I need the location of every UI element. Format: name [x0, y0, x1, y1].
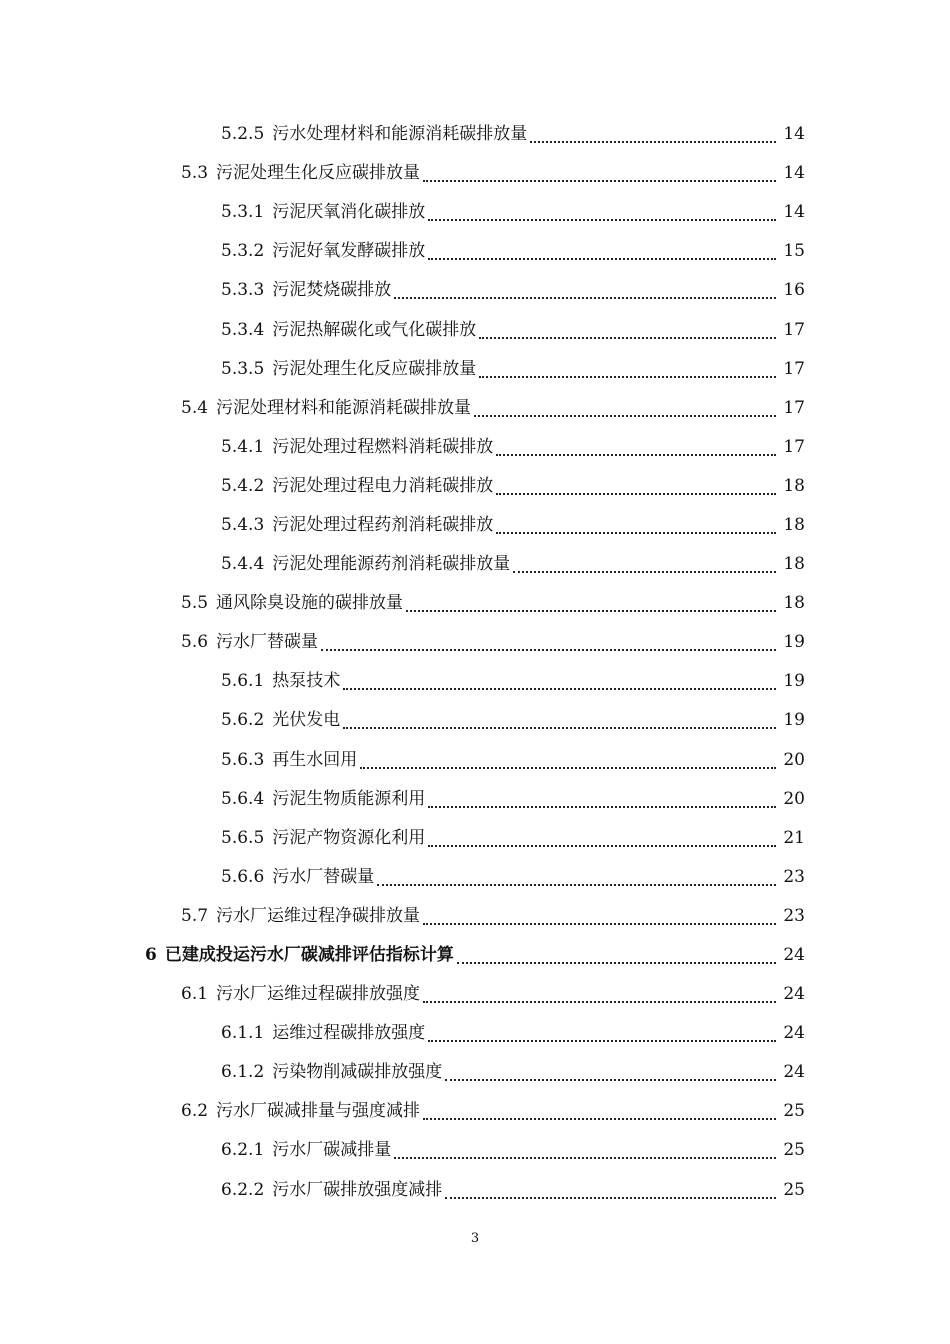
toc-entry-page: 17 [783, 436, 805, 457]
toc-entry-number: 5.6.5 [221, 827, 265, 848]
toc-dot-leader [445, 1078, 776, 1081]
toc-entry[interactable] [0, 780, 950, 819]
toc-entry[interactable] [0, 1014, 950, 1053]
toc-dot-leader [423, 1117, 776, 1120]
toc-entry-number: 6.1 [181, 984, 209, 1005]
toc-dot-leader [530, 140, 776, 143]
toc-entry-page: 25 [783, 1140, 805, 1161]
toc-entry[interactable] [0, 506, 950, 545]
toc-entry-page: 16 [783, 280, 805, 301]
toc-dot-leader [496, 492, 776, 495]
toc-dot-leader [496, 531, 776, 534]
toc-entry-title: 污染物削减碳排放强度 [272, 1062, 443, 1083]
toc-entry-number: 5.3.2 [221, 241, 265, 262]
toc-entry[interactable] [0, 1092, 950, 1131]
toc-entry-page: 21 [783, 827, 805, 848]
toc-dot-leader [513, 570, 776, 573]
toc-dot-leader [377, 883, 776, 886]
toc-entry-title: 污泥处理生化反应碳排放量 [216, 163, 421, 184]
toc-entry-page: 14 [783, 202, 805, 223]
toc-entry[interactable] [0, 623, 950, 662]
toc-entry[interactable] [0, 350, 950, 389]
toc-entry-title: 污泥厌氧消化碳排放 [272, 202, 426, 223]
toc-entry-number: 5.6.3 [221, 749, 265, 770]
toc-entry-page: 18 [783, 475, 805, 496]
toc-entry-title: 污水厂运维过程净碳排放量 [216, 905, 421, 926]
toc-dot-leader [343, 726, 776, 729]
toc-entry[interactable] [0, 741, 950, 780]
toc-entry-page: 24 [783, 984, 805, 1005]
toc-entry-number: 5.4.4 [221, 554, 265, 575]
toc-entry[interactable] [0, 975, 950, 1014]
table-of-contents [0, 115, 950, 1210]
page-number: 3 [470, 1231, 480, 1246]
toc-entry[interactable] [0, 428, 950, 467]
toc-dot-leader [423, 922, 776, 925]
toc-entry[interactable] [0, 193, 950, 232]
toc-entry[interactable] [0, 897, 950, 936]
toc-dot-leader [321, 648, 776, 651]
toc-entry-number: 6.2.1 [221, 1140, 265, 1161]
toc-dot-leader [343, 687, 776, 690]
toc-entry-page: 17 [783, 397, 805, 418]
toc-entry-page: 14 [783, 163, 805, 184]
toc-entry-title: 污泥处理过程药剂消耗碳排放 [272, 514, 494, 535]
toc-entry-title: 通风除臭设施的碳排放量 [216, 593, 404, 614]
toc-dot-leader [360, 766, 776, 769]
toc-entry-page: 17 [783, 358, 805, 379]
toc-entry-page: 24 [783, 1062, 805, 1083]
toc-entry-page: 25 [783, 1101, 805, 1122]
toc-dot-leader [428, 218, 776, 221]
toc-entry-number: 5.6.2 [221, 710, 265, 731]
toc-entry-page: 18 [783, 554, 805, 575]
toc-entry-title: 再生水回用 [272, 749, 358, 770]
toc-dot-leader [428, 257, 776, 260]
toc-entry-title: 污水厂运维过程碳排放强度 [216, 984, 421, 1005]
toc-entry-title: 运维过程碳排放强度 [272, 1023, 426, 1044]
toc-dot-leader [474, 414, 776, 417]
toc-entry-number: 5.4.2 [221, 475, 265, 496]
toc-entry-title: 污水厂碳减排量 [272, 1140, 392, 1161]
toc-dot-leader [428, 1039, 776, 1042]
toc-entry-number: 5.6 [181, 632, 209, 653]
toc-entry-title: 污泥处理过程电力消耗碳排放 [272, 475, 494, 496]
toc-entry-number: 6.1.2 [221, 1062, 265, 1083]
toc-entry-title: 污泥生物质能源利用 [272, 788, 426, 809]
toc-entry-number: 5.7 [181, 905, 209, 926]
toc-entry-page: 18 [783, 514, 805, 535]
toc-entry-page: 20 [783, 749, 805, 770]
toc-dot-leader [496, 453, 776, 456]
toc-entry-number: 5.4.3 [221, 514, 265, 535]
toc-entry-title: 污水厂碳排放强度减排 [272, 1179, 443, 1200]
toc-entry-page: 23 [783, 866, 805, 887]
toc-entry-number: 6.2 [181, 1101, 209, 1122]
toc-entry-page: 24 [783, 1023, 805, 1044]
toc-entry[interactable] [0, 936, 950, 975]
toc-entry-title: 污泥热解碳化或气化碳排放 [272, 319, 477, 340]
toc-entry-number: 5.3.4 [221, 319, 265, 340]
toc-entry-title: 污水厂碳减排量与强度减排 [216, 1101, 421, 1122]
toc-entry-number: 5.4 [181, 397, 209, 418]
toc-entry-number: 5.5 [181, 593, 209, 614]
toc-entry[interactable] [0, 584, 950, 623]
toc-entry-number: 5.6.6 [221, 866, 265, 887]
toc-entry-title: 污水厂替碳量 [216, 632, 319, 653]
toc-entry-number: 6.2.2 [221, 1179, 265, 1200]
toc-entry-title: 已建成投运污水厂碳减排评估指标计算 [164, 945, 454, 966]
toc-entry-page: 19 [783, 671, 805, 692]
toc-entry-title: 污泥处理过程燃料消耗碳排放 [272, 436, 494, 457]
toc-entry-title: 污泥好氧发酵碳排放 [272, 241, 426, 262]
toc-entry-number: 6 [145, 945, 157, 966]
toc-entry-title: 污泥处理能源药剂消耗碳排放量 [272, 554, 511, 575]
toc-entry-number: 5.3.3 [221, 280, 265, 301]
toc-dot-leader [457, 961, 776, 964]
toc-entry-title: 光伏发电 [272, 710, 341, 731]
toc-entry-page: 23 [783, 905, 805, 926]
toc-dot-leader [394, 296, 776, 299]
toc-entry[interactable] [0, 1053, 950, 1092]
toc-entry-title: 热泵技术 [272, 671, 341, 692]
toc-dot-leader [479, 375, 776, 378]
toc-entry[interactable] [0, 232, 950, 271]
toc-entry-number: 5.6.4 [221, 788, 265, 809]
toc-entry[interactable] [0, 467, 950, 506]
toc-entry[interactable] [0, 819, 950, 858]
toc-entry[interactable] [0, 1171, 950, 1210]
toc-entry-page: 14 [783, 124, 805, 145]
toc-entry-page: 17 [783, 319, 805, 340]
toc-entry[interactable] [0, 154, 950, 193]
toc-entry-page: 19 [783, 710, 805, 731]
toc-entry[interactable] [0, 271, 950, 310]
toc-entry-page: 19 [783, 632, 805, 653]
toc-entry[interactable] [0, 310, 950, 349]
toc-entry-number: 5.6.1 [221, 671, 265, 692]
toc-dot-leader [423, 1000, 776, 1003]
toc-entry-page: 15 [783, 241, 805, 262]
toc-entry-number: 5.2.5 [221, 124, 265, 145]
toc-entry-title: 污水厂替碳量 [272, 866, 375, 887]
toc-entry-page: 25 [783, 1179, 805, 1200]
toc-entry[interactable] [0, 545, 950, 584]
toc-entry-title: 污泥产物资源化利用 [272, 827, 426, 848]
toc-entry-page: 20 [783, 788, 805, 809]
toc-entry-number: 5.3.5 [221, 358, 265, 379]
toc-dot-leader [479, 336, 776, 339]
toc-dot-leader [423, 179, 776, 182]
toc-entry-title: 污泥处理生化反应碳排放量 [272, 358, 477, 379]
toc-entry-number: 5.4.1 [221, 436, 265, 457]
toc-entry-page: 18 [783, 593, 805, 614]
toc-entry[interactable] [0, 389, 950, 428]
toc-entry[interactable] [0, 701, 950, 740]
toc-entry-number: 5.3 [181, 163, 209, 184]
toc-entry[interactable] [0, 662, 950, 701]
toc-entry-number: 6.1.1 [221, 1023, 265, 1044]
toc-entry-page: 24 [783, 945, 805, 966]
toc-entry-title: 污水处理材料和能源消耗碳排放量 [272, 124, 528, 145]
toc-dot-leader [428, 805, 776, 808]
toc-entry[interactable] [0, 858, 950, 897]
toc-entry-title: 污泥焚烧碳排放 [272, 280, 392, 301]
toc-entry[interactable] [0, 1131, 950, 1170]
toc-dot-leader [428, 844, 776, 847]
toc-dot-leader [445, 1196, 776, 1199]
toc-entry-title: 污泥处理材料和能源消耗碳排放量 [216, 397, 472, 418]
toc-dot-leader [406, 609, 776, 612]
toc-dot-leader [394, 1156, 776, 1159]
toc-entry-number: 5.3.1 [221, 202, 265, 223]
toc-entry[interactable] [0, 115, 950, 154]
